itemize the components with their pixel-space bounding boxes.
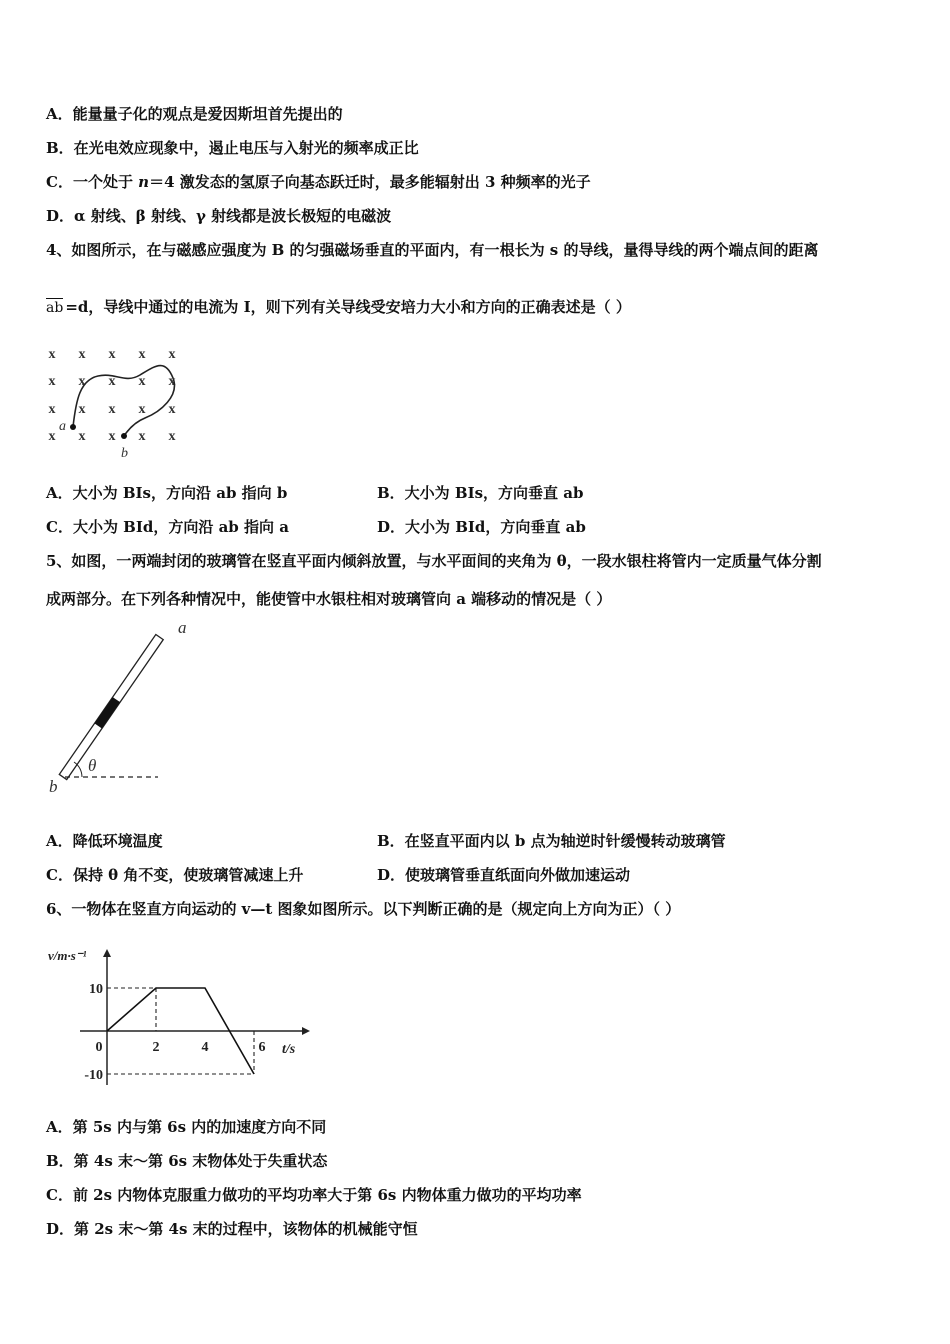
field-cross: x <box>138 429 146 444</box>
endpoint-b <box>121 433 127 439</box>
tick-label: 6 <box>258 1040 266 1055</box>
label-a: a <box>178 618 187 637</box>
q5-option-d: D．使玻璃管垂直纸面向外做加速运动 <box>377 866 631 884</box>
q5-option-c: C．保持 θ 角不变，使玻璃管减速上升 <box>46 866 304 884</box>
q5-stem-line1: 5、如图，一两端封闭的玻璃管在竖直平面内倾斜放置，与水平面间的夹角为 θ，一段水银柱将管内一定质量气体分割 <box>46 552 822 570</box>
x-axis-label: t/s <box>282 1042 296 1057</box>
field-cross: x <box>138 347 146 362</box>
vt-graph <box>40 935 310 1090</box>
q3-option-c <box>46 171 591 192</box>
q6-option-b: B．第 4s 末～第 6s 末物体处于失重状态 <box>46 1152 328 1170</box>
tick-label: 4 <box>201 1040 209 1055</box>
q4-option-b: B．大小为 BIs，方向垂直 ab <box>377 484 584 502</box>
field-cross: x <box>108 374 116 389</box>
label-theta: θ <box>88 756 97 775</box>
field-cross: x <box>48 347 56 362</box>
q4-ab-overline: ab <box>46 300 64 316</box>
field-cross: x <box>138 402 146 417</box>
label-b: b <box>49 777 58 796</box>
field-cross: x <box>108 402 116 417</box>
field-cross: x <box>48 429 56 444</box>
q4-stem-line2 <box>46 296 631 317</box>
q4-option-d: D．大小为 BId，方向垂直 ab <box>377 518 586 536</box>
curved-wire <box>73 366 174 436</box>
label-a: a <box>59 419 66 434</box>
field-cross: x <box>108 429 116 444</box>
q3-option-a: A．能量量子化的观点是爱因斯坦首先提出的 <box>46 105 343 123</box>
field-cross: x <box>168 374 176 389</box>
q3-option-c-pre: C．一个处于 <box>46 173 139 191</box>
y-axis-label: v/m·s⁻¹ <box>48 948 87 963</box>
q4-stem-line2-text: =d，导线中通过的电流为 I，则下列有关导线受安培力大小和方向的正确表述是（ ） <box>65 298 631 316</box>
q3-option-b: B．在光电效应现象中，遏止电压与入射光的频率成正比 <box>46 139 419 157</box>
q5-stem-line2: 成两部分。在下列各种情况中，能使管中水银柱相对玻璃管向 a 端移动的情况是（ ） <box>46 590 612 608</box>
q4-option-a: A．大小为 BIs，方向沿 ab 指向 b <box>46 484 288 502</box>
field-cross: x <box>138 374 146 389</box>
tick-label: 0 <box>95 1040 103 1055</box>
q5-option-b: B．在竖直平面内以 b 点为轴逆时针缓慢转动玻璃管 <box>377 832 726 850</box>
tick-label: -10 <box>84 1068 103 1083</box>
field-cross: x <box>48 374 56 389</box>
q3-option-c-var: n <box>138 173 150 191</box>
q6-option-c: C．前 2s 内物体克服重力做功的平均功率大于第 6s 内物体重力做功的平均功率 <box>46 1186 582 1204</box>
q6-option-a: A．第 5s 内与第 6s 内的加速度方向不同 <box>46 1118 327 1136</box>
field-cross: x <box>168 402 176 417</box>
tick-label: 2 <box>152 1040 160 1055</box>
field-cross: x <box>48 402 56 417</box>
mercury-column <box>95 697 121 728</box>
x-axis-arrow <box>302 1027 310 1035</box>
q3-option-d: D．α 射线、β 射线、γ 射线都是波长极短的电磁波 <box>46 207 392 225</box>
q3-option-c-post: ＝4 激发态的氢原子向基态跃迁时，最多能辐射出 3 种频率的光子 <box>149 173 591 191</box>
y-axis-arrow <box>103 949 111 957</box>
endpoint-a <box>70 424 76 430</box>
field-cross: x <box>108 347 116 362</box>
q5-option-a: A．降低环境温度 <box>46 832 163 850</box>
q4-magnetic-field-figure <box>40 340 200 465</box>
field-cross: x <box>168 429 176 444</box>
field-cross: x <box>168 347 176 362</box>
q4-option-c: C．大小为 BId，方向沿 ab 指向 a <box>46 518 289 536</box>
q6-stem: 6、一物体在竖直方向运动的 v—t 图象如图所示。以下判断正确的是（规定向上方向为正）（ ） <box>46 900 681 918</box>
label-b: b <box>121 446 128 461</box>
field-cross: x <box>78 429 86 444</box>
field-cross: x <box>78 374 86 389</box>
q6-option-d: D．第 2s 末～第 4s 末的过程中，该物体的机械能守恒 <box>46 1220 418 1238</box>
tick-label: 10 <box>89 982 103 997</box>
field-cross: x <box>78 402 86 417</box>
field-cross: x <box>78 347 86 362</box>
q5-tube-figure <box>40 615 220 800</box>
q4-stem-line1: 4、如图所示，在与磁感应强度为 B 的匀强磁场垂直的平面内，有一根长为 s 的导线，量得导线的两个端点间的距离 <box>46 241 819 259</box>
